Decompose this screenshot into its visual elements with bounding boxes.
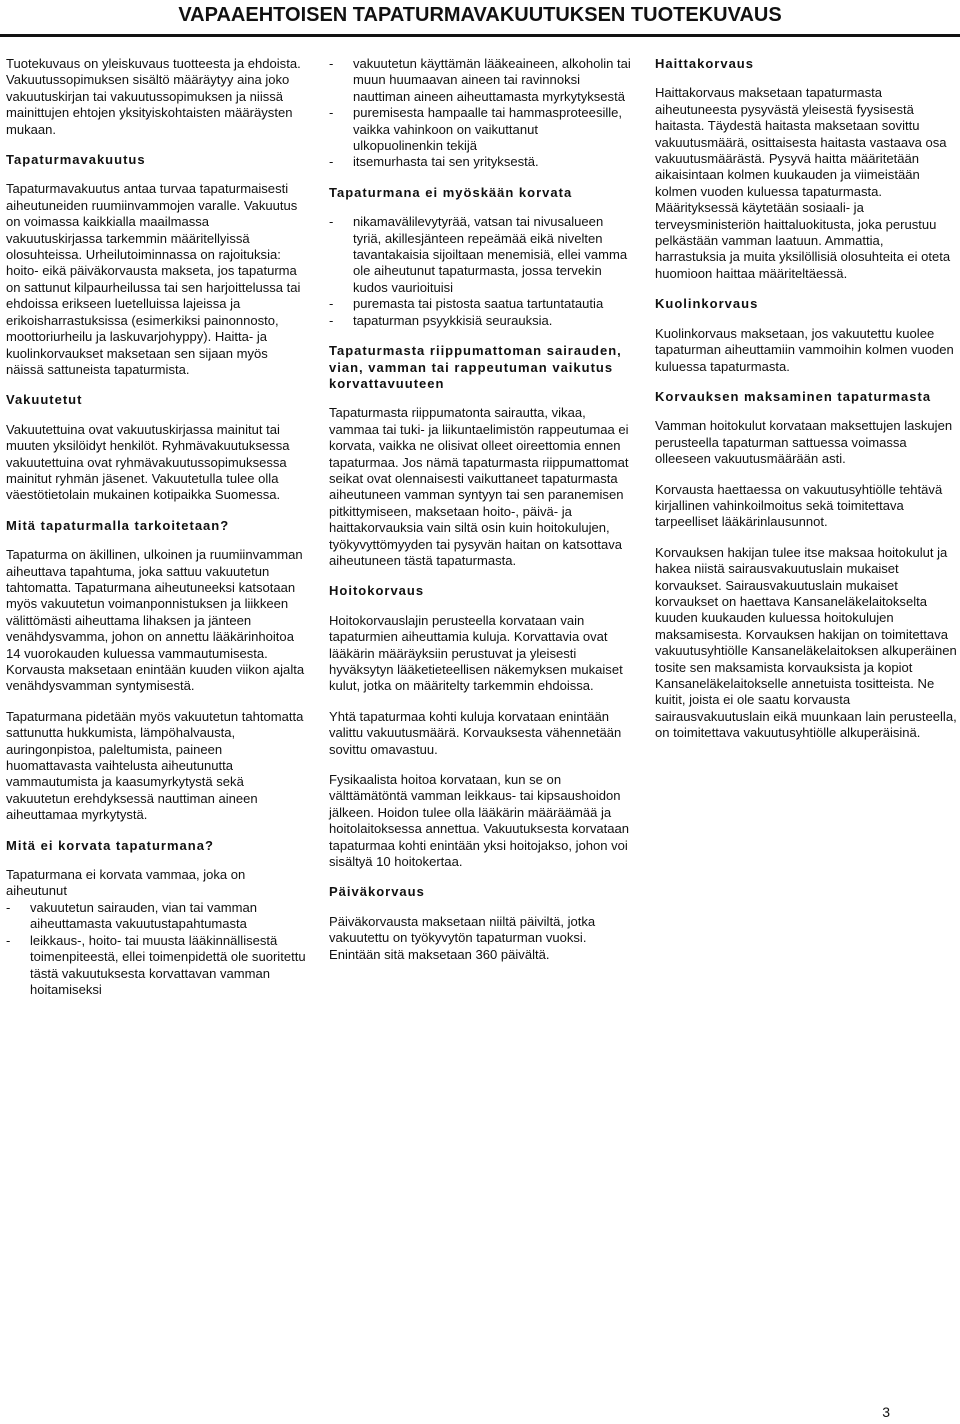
paragraph-maksaminen-1: Vamman hoitokulut korvataan maksettujen laskujen perusteella tapaturman sattuessa voimassa olleeseen vakuutusmäärään asti. [655, 418, 953, 467]
list-item: - nikamavälilevytyrää, vatsan tai nivusaluееn tyriä, akillesjänteen repeämää eikä nivelten tavantakaisia sijoiltaan menemisiä, ellei vamma ole aiheutunut tapaturmasta, jossa tervekin kudos vaurioituisi [329, 214, 631, 296]
heading-riippumattoman: Tapaturmasta riippumattoman sairauden, vian, vamman tai rappeutuman vaikutus korvattavuuteen [329, 343, 622, 391]
column-2 [329, 56, 631, 977]
paragraph-hoitokorvaus-1: Hoitokorvauslajin perusteella korvataan vain tapaturmien aiheuttamia kuluja. Korvattavia ovat lääkärin määräyksiin perustuvat ja yleisesti hyväksytyn lääketieteellisen näkemyksen mukaiset kulut, jotka on määritelty tarkemmin ehdoissa. [329, 612, 623, 694]
heading-hoitokorvaus: Hoitokorvaus [329, 583, 425, 599]
heading-paivakorvaus: Päiväkorvaus [329, 884, 425, 900]
heading-vakuutetut: Vakuutetut [6, 392, 83, 408]
list-ei-myoskaan [329, 214, 631, 329]
paragraph-mita-2: Tapaturmana pidetään myös vakuutetun tahtomatta sattunutta hukkumista, lämpöhalvausta, auringonpistoa, paleltumista, paineen huomattavasta vaihtelusta aiheutunutta vammautumista ja kaasumyrkytystä sekä vakuutetun erehdyksessä nauttiman aineen aiheuttamaa myrkytystä. [6, 708, 304, 823]
list-item: - puremasta tai pistosta saatua tartuntatautia [329, 296, 631, 312]
heading-kuolinkorvaus: Kuolinkorvaus [655, 296, 759, 312]
heading-mita-tapaturmalla: Mitä tapaturmalla tarkoitetaan? [6, 517, 230, 533]
list-ei-korvata [6, 900, 308, 998]
paragraph-mita-ei-korvata: Tapaturmana ei korvata vammaa, joka on aiheutunut [6, 867, 246, 899]
heading-korvauksen-maksaminen: Korvauksen maksaminen tapaturmasta [655, 388, 932, 404]
title-rule [0, 34, 960, 37]
heading-ei-myoskaan: Tapaturmana ei myöskään korvata [329, 184, 573, 200]
paragraph-haittakorvaus: Haittakorvaus maksetaan tapaturmasta aiheutuneesta pysyvästä yleisestä fyysisestä haitasta. Täydestä haitasta maksetaan sovittu vakuutusmäärä, osittaisesta haitasta vastaava osa vakuutusmäärästä. Pysyvä haitta määritetään aikaisintaan kolmen kuukauden ja viimeistään kolmen vuoden kuluessa tapaturmasta. Määrityksessä käytetään sosiaali- ja terveysministeriön haittaluokitusta, joka perustuu pelkästään vamman laatuun. Ammattia, harrastuksia ja muita yksilöllisiä olosuhteita ei oteta huomioon haittaa määriteltäessä. [655, 85, 951, 281]
list-ei-korvata-continued [329, 56, 631, 171]
list-item: - vakuutetun käyttämän lääkeaineen, alkoholin tai muun huumaavan aineen tai ravinnoksi nauttiman aineen aiheuttamasta myrkytyksestä [329, 56, 631, 105]
paragraph-maksaminen-2: Korvausta haettaessa on vakuutusyhtiölle tehtävä kirjallinen vahinkoilmoitus sekä toimitettava tarpeelliset lääkärinlausunnot. [655, 481, 943, 530]
list-item: - vakuutetun sairauden, vian tai vamman aiheuttamasta vakuutustapahtumasta [6, 900, 308, 933]
list-item: - puremisesta hampaalle tai hammasproteesille, vaikka vahinkoon on vaikuttanut ulkopuolinenkin tekijä [329, 105, 631, 154]
paragraph-riippumattoman: Tapaturmasta riippumatonta sairautta, vikaa, vammaa tai tuki- ja liikuntaelimistön rappeutumaa ei korvata, vaikka ne olisivat olleet oireettomia ennen tapaturmaa. Jos nämä tapaturmasta riippumattomat seikat ovat olennaisesti vaikuttaneet tapaturmasta aiheutuneen vamman syntyyn tai sen paranemisen pitkittymiseen, maksetaan hoito-, päivä- ja haittakorvauksia vain siltä osin kuin hoitokulujen, työkyvyttömyyden tai pysyvän haitan on katsottava aiheutuneen tästä tapaturmasta. [329, 405, 629, 568]
heading-tapaturmavakuutus: Tapaturmavakuutus [6, 152, 146, 168]
paragraph-paivakorvaus: Päiväkorvausta maksetaan niiltä päiviltä, jotka vakuutettu on työkyvytön tapaturman vuoksi. Enintään sitä maksetaan 360 päivältä. [329, 913, 596, 962]
list-item: - tapaturman psyykkisiä seurauksia. [329, 313, 631, 329]
document-title: VAPAAEHTOISEN TAPATURMAVAKUUTUKSEN TUOTEKUVAUS [178, 4, 782, 26]
heading-haittakorvaus: Haittakorvaus [655, 56, 754, 71]
paragraph-kuolinkorvaus: Kuolinkorvaus maksetaan, jos vakuutettu kuolee tapaturman aiheuttamiin vammoihin kolmen vuoden kuluessa tapaturmasta. [655, 325, 954, 374]
heading-mita-ei-korvata: Mitä ei korvata tapaturmana? [6, 837, 214, 853]
paragraph-hoitokorvaus-3: Fysikaalista hoitoa korvataan, kun se on välttämätöntä vamman leikkaus- tai kipsaushoidon jälkeen. Hoidon tulee olla lääkärin määräämää ja hoitolaitoksessa annettua. Vakuutuksesta korvataan tapaturmaa kohti enintään yksi hoitojakso, johon voi sisältyä 10 hoitokertaa. [329, 772, 630, 870]
intro-paragraph: Tuotekuvaus on yleiskuvaus tuotteesta ja ehdoista. Vakuutussopimuksen sisältö määräytyy aina joko vakuutuskirjan tai vakuutussopimuksen ja niissä mainittujen ehtojen yksityiskohtaisten määräysten mukaan. [6, 56, 301, 137]
paragraph-hoitokorvaus-2: Yhtä tapaturmaa kohti kuluja korvataan enintään valittu vakuutusmäärä. Korvauksesta vähennetään sovittu omavastuu. [329, 708, 622, 757]
paragraph-vakuutetut: Vakuutettuina ovat vakuutuskirjassa mainitut tai muuten yksilöidyt henkilöt. Ryhmävakuutuksessa vakuutettuina ovat ryhmävakuutussopimuksessa mainitut ryhmän jäsenet. Vakuutetulla tulee olla väestötietolain mukainen kotipaikka Suomessa. [6, 421, 290, 503]
column-1 [6, 56, 308, 1012]
column-3 [655, 56, 957, 756]
paragraph-mita-1: Tapaturma on äkillinen, ulkoinen ja ruumiinvamman aiheuttava tapahtuma, joka sattuu vakuutetun tahtomatta. Tapaturmana aiheutuneeksi katsotaan myös vakuutetun voimanponnistuksen ja liikkeen välittömästi aiheuttama lihaksen ja jänteen venähdysvamma, johon on annettu lääkärinhoitoa 14 vuorokauden kuluessa vammautumisesta. Korvausta maksetaan enintään kuuden viikon ajalta venähdysvamman syntymisestä. [6, 547, 305, 694]
page-number: 3 [882, 1404, 890, 1420]
list-item: - itsemurhasta tai sen yrityksestä. [329, 154, 631, 170]
paragraph-maksaminen-3: Korvauksen hakijan tulee itse maksaa hoitokulut ja hakea niistä sairausvakuutuslain mukaiset korvaukset. Sairausvakuutuslain mukaiset korvaukset on haettava Kansaneläkelaitokselta kuuden kuukauden kuluessa hoitokulujen maksamisesta. Korvauksen hakijan on toimitettava vakuutusyhtiölle Kansaneläkelaitoksen alkuperäinen tosite sen maksamista korvauksista ja kopiot Kansaneläkelaitokselle annetuista tositteista. Ne kuitit, joista ei ole saatu korvausta sairausvakuutuslain eikä muunkaan lain perusteella, on toimitettava vakuutusyhtiölle alkuperäisinä. [655, 544, 957, 741]
list-item: - leikkaus-, hoito- tai muusta lääkinnällisestä toimenpiteestä, ellei toimenpidettä ole suoritettu tästä vakuutuksesta korvattavan vamman hoitamiseksi [6, 933, 308, 999]
paragraph-tapaturmavakuutus: Tapaturmavakuutus antaa turvaa tapaturmaisesti aiheutuneiden ruumiinvammojen varalle. Vakuutus on voimassa kaikkialla maailmassa vakuutuskirjassa tarkemmin määritellyissä olosuhteissa. Urheilutoiminnassa on rajoituksia: hoito- eikä päiväkorvausta makseta, jos tapaturma on sattunut kilpaurheilussa tai sen harjoittelussa tai ehdoissa erikseen luetelluissa lajeissa ja erikoisharrastuksissa (esimerkiksi painonnosto, moottoriurheilu ja laskuvarjohyppy). Haitta- ja kuolinkorvaukset maksetaan sen sijaan myös näissä sattuneista tapaturmista. [6, 181, 301, 377]
